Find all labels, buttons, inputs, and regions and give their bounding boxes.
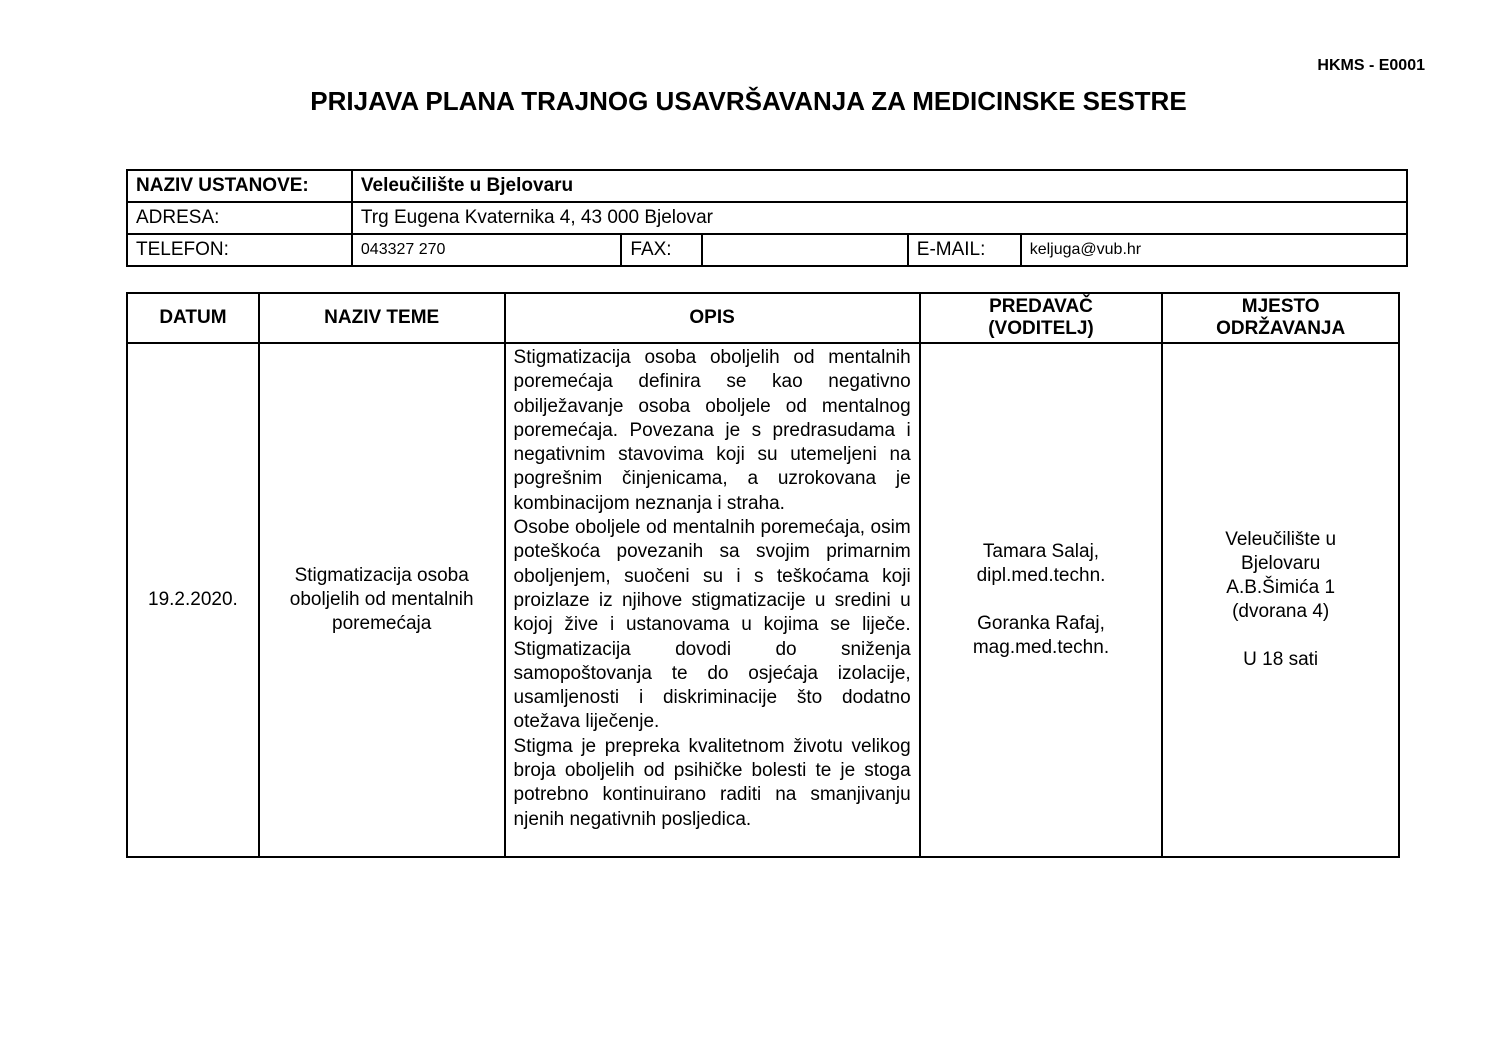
row-topic: Stigmatizacija osoba oboljelih od mentalnih poremećaja (259, 343, 505, 857)
institution-table (126, 169, 1408, 267)
address-label: ADRESA: (127, 202, 352, 234)
lecturer-1-title: dipl.med.techn. (976, 564, 1106, 586)
location-line-4: (dvorana 4) (1232, 600, 1330, 622)
header-lecturer (920, 293, 1163, 343)
header-location (1162, 293, 1399, 343)
description-paragraph-1: Stigmatizacija osoba oboljelih od mentalnih poremećaja definira se kao negativno obilježavanje osoba oboljele od mentalnog poremećaja. Povezana je s predrasudama i negativnim stavovima koji su utemeljeni na pogrešnim činjenicama, a uzrokovana je kombinacijom neznanja i straha. (513, 347, 911, 514)
lecturer-2-title: mag.med.techn. (972, 636, 1110, 658)
location-line-3: A.B.Šimića 1 (1226, 576, 1336, 598)
description-paragraph-2: Osobe oboljele od mentalnih poremećaja, osim poteškoća povezanih sa svojim primarnim oboljenjem, suočeni su i s teškoćama koji proizlaze iz njihove stigmatizacije u sredini u kojoj žive i ustanovama u kojima se liječe. Stigmatizacija dovodi do sniženja samopoštovanja te do osjećaja izolacije, usamljenosti i diskriminacije što dodatno otežava liječenje. (513, 517, 911, 733)
plan-header-row (127, 293, 1399, 343)
header-location-line2: ODRŽAVANJA (1216, 318, 1346, 339)
header-description: OPIS (505, 293, 920, 343)
header-topic: NAZIV TEME (259, 293, 505, 343)
phone-value: 043327 270 (352, 234, 622, 266)
page-title: PRIJAVA PLANA TRAJNOG USAVRŠAVANJA ZA MEDICINSKE SESTRE (310, 86, 1187, 116)
address-value: Trg Eugena Kvaternika 4, 43 000 Bjelovar (352, 202, 1407, 234)
header-lecturer-line1: PREDAVAČ (989, 296, 1093, 317)
email-label: E-MAIL: (908, 234, 1021, 266)
header-lecturer-line2: (VODITELJ) (988, 318, 1094, 339)
location-line-1: Veleučilište u (1225, 528, 1337, 550)
header-date: DATUM (127, 293, 259, 343)
fax-value (702, 234, 907, 266)
email-value: keljuga@vub.hr (1021, 234, 1407, 266)
lecturer-2-name: Goranka Rafaj, (977, 612, 1105, 634)
plan-table (126, 292, 1400, 858)
institution-name-label: NAZIV USTANOVE: (127, 170, 352, 202)
plan-row (127, 343, 1399, 857)
document-code: HKMS - E0001 (1317, 57, 1425, 74)
lecturer-1-name: Tamara Salaj, (982, 540, 1100, 562)
row-lecturers (920, 343, 1163, 857)
location-line-2: Bjelovaru (1241, 552, 1321, 574)
event-time: U 18 sati (1243, 648, 1319, 670)
row-location (1162, 343, 1399, 857)
fax-label: FAX: (621, 234, 702, 266)
description-paragraph-3: Stigma je prepreka kvalitetnom životu velikog broja oboljelih od psihičke bolesti te je stoga potrebno kontinuirano raditi na smanjivanju njenih negativnih posljedica. (513, 735, 911, 830)
institution-name-value: Veleučilište u Bjelovaru (352, 170, 1407, 202)
header-location-line1: MJESTO (1241, 296, 1320, 317)
phone-label: TELEFON: (127, 234, 352, 266)
row-date: 19.2.2020. (127, 343, 259, 857)
row-description (505, 343, 920, 857)
